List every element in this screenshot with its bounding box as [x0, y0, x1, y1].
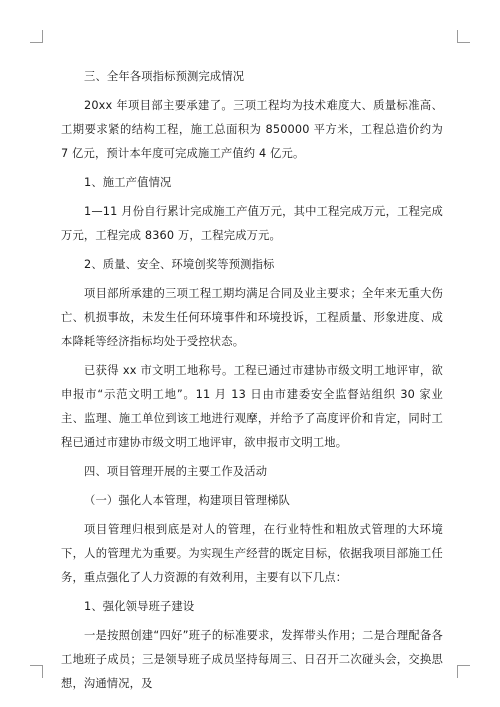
crop-mark-top-right: [457, 30, 470, 43]
paragraph: 1—11 月份自行累计完成施工产值万元，其中工程完成万元，工程完成万元，工程完成 8360 万，工程完成万元。: [61, 205, 443, 242]
paragraph: 已获得 xx 市文明工地称号。工程已通过市建协市级文明工地评审，欲申报市“示范文明工地”。11 月 13 日由市建委安全监督站组织 30 家业主、监理、施工单位到该工地进行观摩，并给予了高度评价和肯定，同时工程已通过市建协市级文明工地评审，欲申报市文明工地。: [61, 364, 443, 449]
paragraph: 项目管理归根到底是对人的管理，在行业特性和粗放式管理的大环境下，人的管理尤为重要。为实现生产经营的既定目标，依据我项目部施工任务，重点强化了人力资源的有效利用，主要有以下几点：: [61, 523, 443, 584]
document-body: [61, 65, 443, 701]
crop-mark-bottom-left: [30, 665, 43, 678]
section-heading: 四、项目管理开展的主要工作及活动: [84, 465, 268, 478]
crop-mark-top-left: [30, 30, 43, 43]
subsection-heading: 1、施工产值情况: [84, 176, 172, 189]
subsection-heading: 1、强化领导班子建设: [84, 600, 195, 613]
subsection-heading: （一）强化人本管理，构建项目管理梯队: [84, 494, 291, 507]
paragraph: 20xx 年项目部主要承建了。三项工程均为技术难度大、质量标准高、工期要求紧的结构工程，施工总面积为 850000 平方米，工程总造价约为 7 亿元，预计本年度可完成施工产值约 4 亿元。: [61, 99, 443, 160]
section-heading: 三、全年各项指标预测完成情况: [84, 70, 245, 83]
paragraph: 项目部所承建的三项工程工期均满足合同及业主要求；全年来无重大伤亡、机损事故，未发生任何环境事件和环境投诉，工程质量、形象进度、成本降耗等经济指标均处于受控状态。: [61, 287, 443, 348]
paragraph: 一是按照创建“四好”班子的标准要求，发挥带头作用；二是合理配备各工地班子成员；三是领导班子成员坚持每周三、日召开二次碰头会，交换思想，沟通情况，及: [61, 629, 443, 690]
subsection-heading: 2、质量、安全、环境创奖等预测指标: [84, 258, 275, 271]
crop-mark-bottom-right: [457, 665, 470, 678]
